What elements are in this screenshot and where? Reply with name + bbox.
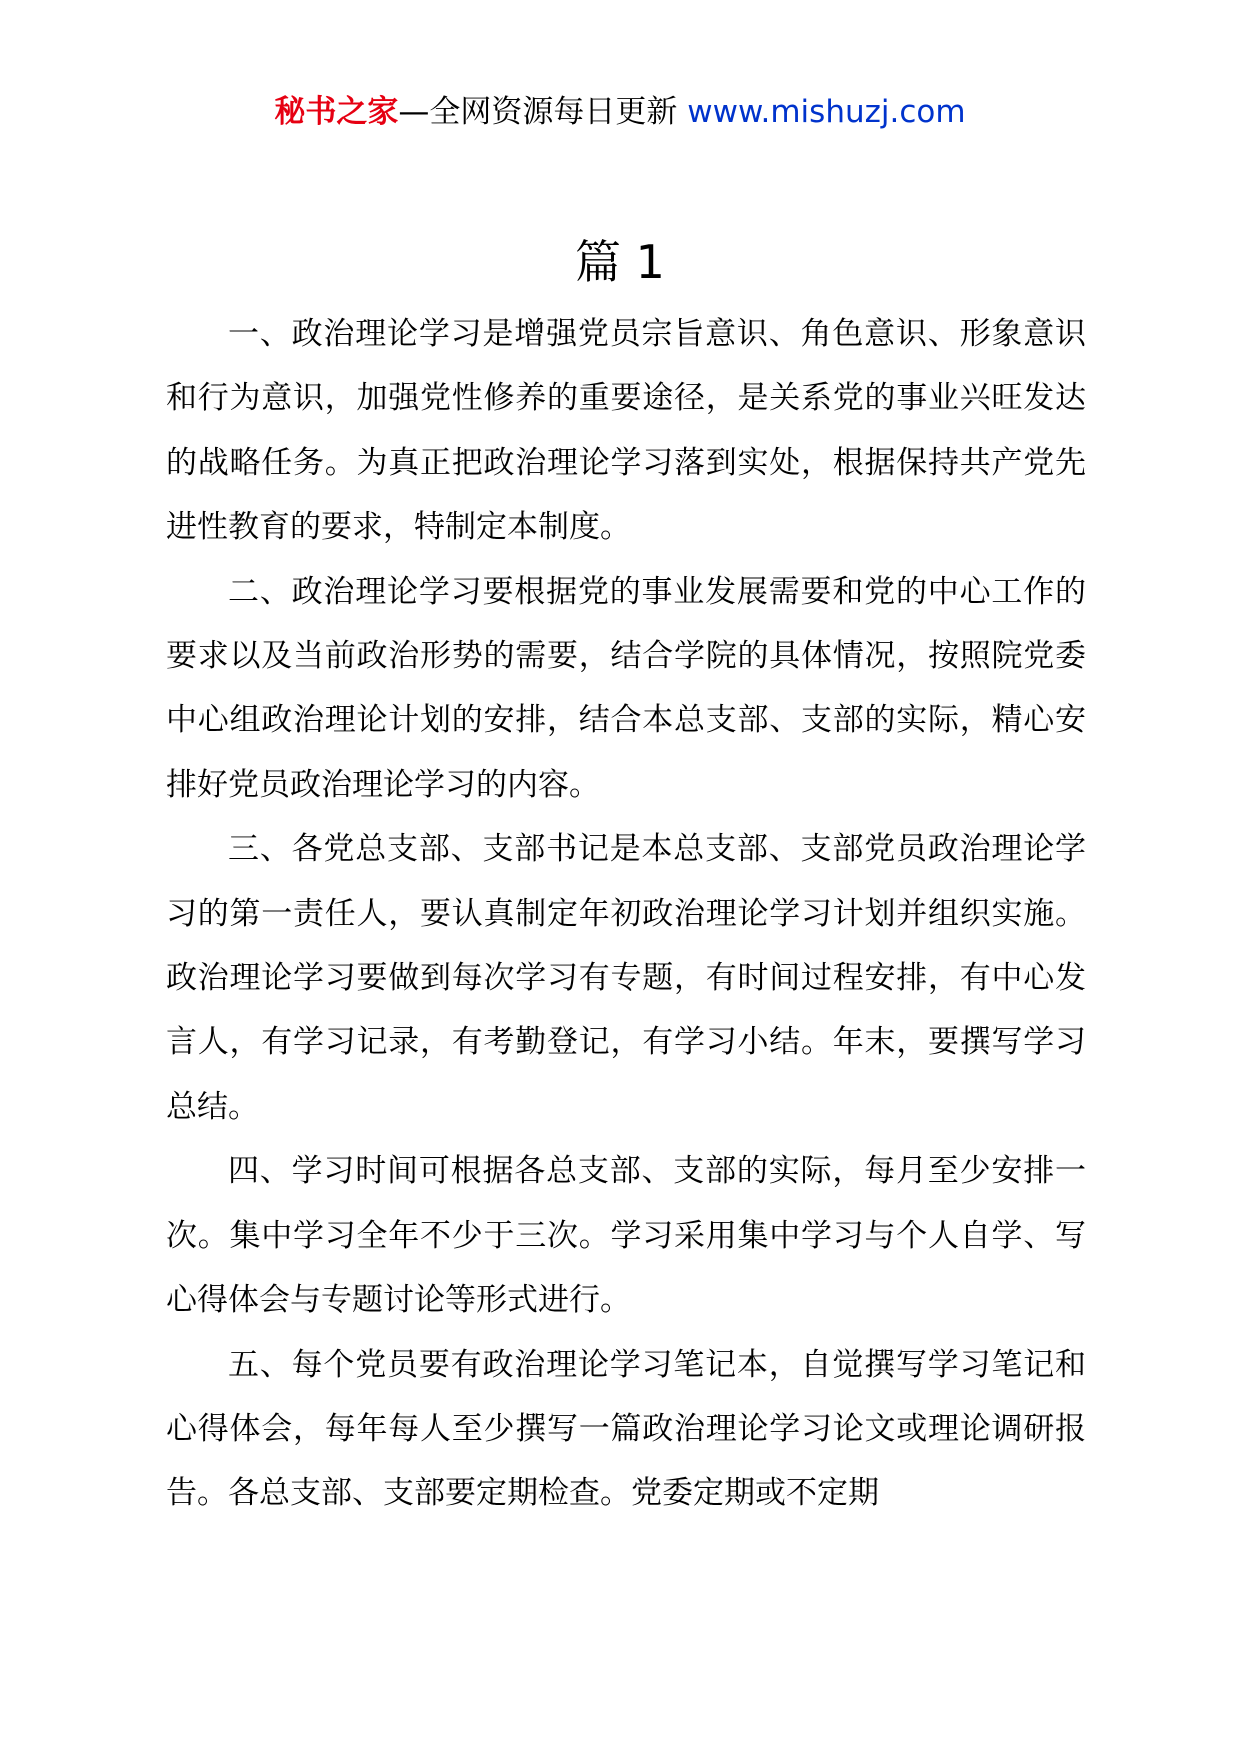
paragraph-2: 二、政治理论学习要根据党的事业发展需要和党的中心工作的要求以及当前政治形势的需要，结合学院的具体情况，按照院党委中心组政治理论计划的安排，结合本总支部、支部的实际，精心安排好党员政治理论学习的内容。: [166, 573, 1086, 803]
page-header: [0, 92, 1240, 132]
paragraph-3: 三、各党总支部、支部书记是本总支部、支部党员政治理论学习的第一责任人，要认真制定年初政治理论学习计划并组织实施。政治理论学习要做到每次学习有专题，有时间过程安排，有中心发言人，有学习记录，有考勤登记，有学习小结。年末，要撰写学习总结。: [166, 831, 1086, 1125]
paragraph-1: 一、政治理论学习是增强党员宗旨意识、角色意识、形象意识和行为意识，加强党性修养的重要途径，是关系党的事业兴旺发达的战略任务。为真正把政治理论学习落到实处，根据保持共产党先进性教育的要求，特制定本制度。: [166, 316, 1086, 546]
site-brand: 秘书之家: [274, 94, 399, 130]
site-tagline: —全网资源每日更新: [398, 94, 688, 130]
paragraph-4: 四、学习时间可根据各总支部、支部的实际，每月至少安排一次。集中学习全年不少于三次。学习采用集中学习与个人自学、写心得体会与专题讨论等形式进行。: [166, 1153, 1086, 1319]
paragraph-5: 五、每个党员要有政治理论学习笔记本，自觉撰写学习笔记和心得体会，每年每人至少撰写一篇政治理论学习论文或理论调研报告。各总支部、支部要定期检查。党委定期或不定期: [166, 1346, 1086, 1512]
document-title: 篇 1: [575, 235, 665, 289]
document-body: [166, 302, 1086, 1526]
site-url-link[interactable]: www.mishuzj.com: [687, 94, 966, 130]
